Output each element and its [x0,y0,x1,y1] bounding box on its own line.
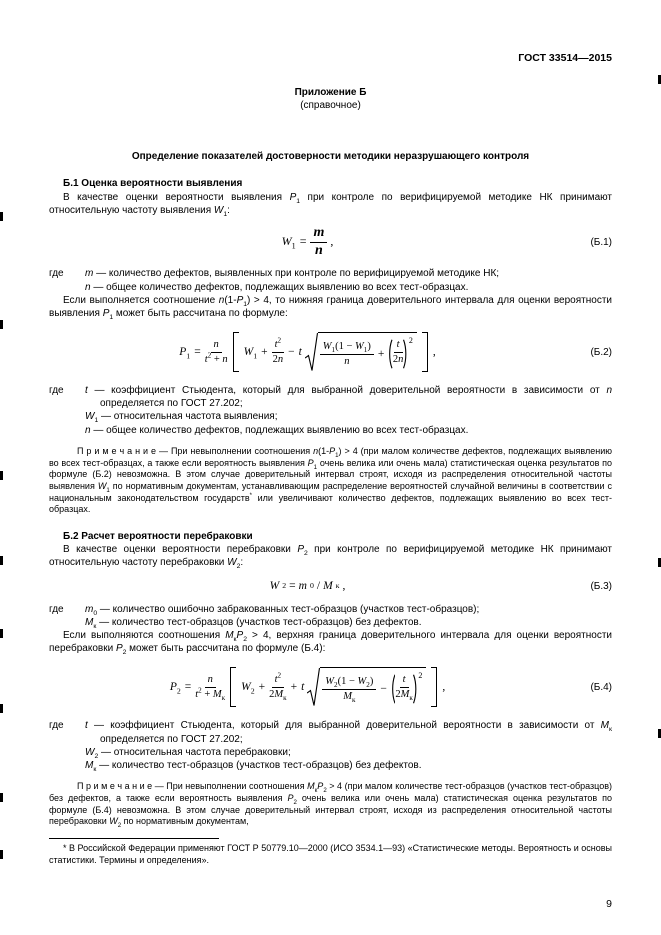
where-row [49,746,612,759]
fraction-numerator: $t^2$ [272,674,284,688]
where-definition: t — коэффициент Стьюдента, который для выбранной доверительной вероятности в зависимости от $M_к$ определяется по ГОСТ 27.202; [85,720,612,745]
where-row [49,267,612,280]
coefficient-fraction [205,339,228,366]
parenthesized-term [391,671,423,704]
formula-number: (Б.3) [590,580,612,592]
where-label-spacer [49,424,85,437]
fraction-numerator: n [211,339,222,353]
fraction-denominator: 2n [392,353,404,365]
formula-lhs: $P_2$ [169,680,181,696]
footnote-divider [49,838,219,839]
where-label-spacer [49,746,85,759]
where-definition: n — общее количество дефектов, подлежащих выявлению во всех тест-образцах. [85,281,469,293]
scan-artifact [0,320,3,329]
footnote-text: * В Российской Федерации применяют ГОСТ Р 50779.10—2000 (ИСО 3534.1—93) «Статистические методы. Вероятность и основы статистики. Термины и определения». [49,842,612,865]
where-row [49,281,612,294]
section-b1-heading: Б.1 Оценка вероятности выявления [63,178,243,190]
where-definition: $M_к$ — количество тест-образцов (участков тест-образцов) без дефектов. [85,616,422,630]
formula-b3 [49,579,566,594]
coefficient-fraction [195,674,225,701]
where-definition: n — общее количество дефектов, подлежащих выявлению во всех тест-образцах. [85,424,469,436]
b2-intro-paragraph: В качестве оценки вероятности перебраковки $P_2$ при контроле по верифицируемой методике НК принимают относительную частоту перебраковки $W_2$: [49,544,613,571]
fraction-numerator: t [394,339,403,353]
formula-expression: W 2 = m 0 / M к , [269,579,346,592]
radical-icon [307,667,320,707]
square-root [305,332,417,372]
fraction-numerator: $W_1(1 - W_1)$ [320,341,374,355]
b1-where-list-2 [49,384,612,437]
fraction [269,671,287,703]
comma: , [442,680,446,693]
where-row [49,719,612,745]
where-word: где [49,720,64,732]
b2-condition-paragraph: Если выполняются соотношения $M_кP_2 > 4$, верхняя граница доверительного интервала для оценки вероятности перебраковки $P_2$ может быть рассчитана по формуле (Б.4): [49,630,612,657]
exponent: 2 [408,336,413,346]
page-number: 9 [606,898,612,910]
where-row [49,384,612,410]
doc-number: ГОСТ 33514—2015 [518,52,612,64]
equals-sign: = [194,345,201,358]
right-paren-icon [403,339,408,369]
fraction-denominator: n [315,242,323,258]
minus-operator: − [288,345,295,358]
plus-operator: + [258,680,266,693]
where-definition: $M_к$ — количество тест-образцов (участков тест-образцов) без дефектов. [85,760,422,774]
square-root [307,667,426,707]
fraction-denominator: $M_к$ [343,690,356,705]
scan-artifact [0,793,3,802]
scan-artifact [0,629,3,638]
fraction-denominator: $2M_к$ [269,688,287,703]
formula-b2 [49,332,566,372]
fraction [393,339,404,369]
minus-operator: − [380,682,387,695]
term-t: t [301,680,305,693]
fraction [395,674,412,704]
formula-lhs: $W_1$ [281,234,296,251]
equals-sign: = [184,680,192,693]
equals-sign: = [299,234,307,249]
scan-artifact [0,556,3,565]
b1-intro-paragraph: В качестве оценки вероятности выявления $P_1$ при контроле по верифицируемой методике НК принимают относительную частоту выявления $W_1$: [49,191,612,218]
where-row [49,410,612,423]
formula-lhs: $P_1$ [179,345,191,360]
where-label-spacer [49,410,85,423]
section-b2-heading: Б.2 Расчет вероятности перебраковки [63,530,253,542]
where-row [49,616,612,629]
exponent: 2 [418,671,423,681]
where-row [49,759,612,772]
left-bracket [230,667,236,707]
formula-b4-row [49,667,612,707]
formula-b3-row [49,579,612,594]
scan-artifact [0,471,3,480]
document-title: Определение показателей достоверности методики неразрушающего контроля [131,151,530,163]
fraction-denominator: n [344,355,350,367]
where-word: где [49,385,64,397]
b2-where-list-2 [49,719,612,772]
appendix-heading [49,86,612,112]
formula-b2-row [49,332,612,372]
fraction [310,226,327,258]
fraction [320,341,374,368]
right-bracket [422,332,428,372]
fraction [322,676,376,703]
where-label-spacer [49,281,85,294]
b2-note: П р и м е ч а н и е — При невыполнении соотношения $M_кP_2 > 4$ (при малом количестве тест-образцов (участков тест-образцов) без дефектов, а также если вероятность выявления $P_2$ очень велика или очень мала) статистическая оценка результатов по формуле (Б.4) невозможна. В этом случае доверительный интервал строят, исходя из распределения относительной частоты перебраковки $W_2$ по нормативным документам, [49,781,612,830]
formula-number: (Б.2) [590,346,612,358]
scan-artifact [0,212,3,221]
right-paren-icon [413,674,418,704]
where-label-spacer [49,759,85,772]
fraction-numerator: n [205,674,216,688]
fraction-numerator: m [310,226,327,243]
scan-artifact [0,850,3,859]
plus-operator: + [377,347,385,360]
header [49,52,612,66]
where-definition: $m_0$ — количество ошибочно забракованных тест-образцов (участков тест-образцов); [85,603,480,617]
fraction-denominator: $2M_к$ [395,689,413,703]
fraction [272,336,284,366]
b1-condition-paragraph: Если выполняется соотношение $n(1-P_1) > 4$, то нижняя граница доверительного интервала для оценки вероятности выявления $P_1$ может быть рассчитана по формуле: [49,294,612,321]
formula-b1 [49,226,566,258]
fraction-denominator: $t^2 + M_к$ [195,686,226,703]
b1-where-list-1 [49,267,612,293]
parenthesized-term [388,336,413,369]
b1-note: П р и м е ч а н и е — При невыполнении соотношения $n(1-P_1) > 4$ (при малом количестве дефектов, подлежащих выявлению во всех тест-образцах, а также если вероятность выявления $P_1$ очень велика или очень мала) статистическая оценка результатов по формуле (Б.2) невозможна. В этом случае доверительный интервал строят, исходя из распределения относительной частоты выявления $W_1$ по нормативным документам, устанавливающим распределение вероятностей случайной величины в соответствии с национальным законодательством государств* или увеличивают количество дефектов, подлежащих выявлению во всех тест-образцах. [49,445,613,515]
where-definition: t — коэффициент Стьюдента, который для выбранной доверительной вероятности в зависимости от n определяется по ГОСТ 27.202; [85,385,612,410]
scan-artifact [0,704,3,713]
formula-number: (Б.1) [590,236,612,248]
left-bracket [233,332,239,372]
where-definition: $W_1$ — относительная частота выявления; [85,411,278,425]
radical-icon [305,332,318,372]
where-word: где [49,603,64,615]
fraction-denominator: 2n [272,353,284,365]
formula-b1-row [49,226,612,258]
where-definition: $W_2$ — относительная частота перебраковки; [85,746,291,760]
term-w: $W_1$ [243,345,258,360]
term-w: $W_2$ [241,680,255,696]
where-definition: m — количество дефектов, выявленных при контроле по верифицируемой методике НК; [85,268,500,280]
b2-where-list-1 [49,603,612,629]
formula-b4 [49,667,566,707]
fraction-numerator: t [400,674,409,688]
where-row [49,603,612,616]
where-word: где [49,268,64,280]
comma: , [330,234,334,249]
right-bracket [431,667,437,707]
formula-number: (Б.4) [590,681,612,693]
where-row [49,424,612,437]
plus-operator: + [290,680,298,693]
fraction-numerator: $W_2(1 - W_2)$ [322,676,376,690]
appendix-label: Приложение Б [294,86,367,98]
where-label-spacer [49,616,85,629]
term-t: t [298,345,302,358]
comma: , [432,345,436,358]
fraction-denominator: $t^2 + n$ [204,351,228,365]
plus-operator: + [261,345,268,358]
fraction-numerator: $t^2$ [272,339,284,353]
appendix-kind: (справочное) [300,100,361,112]
